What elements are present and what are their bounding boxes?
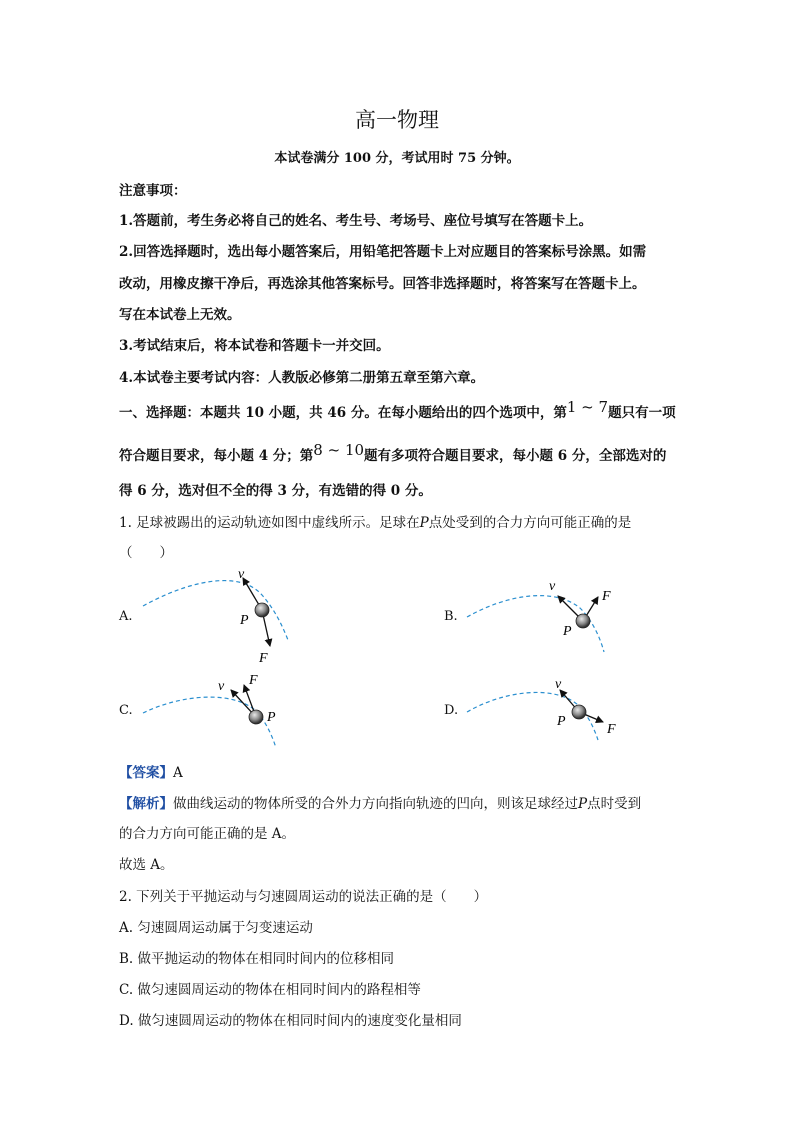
- notice-item: 1.答题前，考生务必将自己的姓名、考生号、考场号、座位号填写在答题卡上。: [119, 213, 593, 229]
- force-label: F: [249, 673, 258, 688]
- q2-option-b: B. 做平抛运动的物体在相同时间内的位移相同: [119, 951, 395, 967]
- notice-item: 4.本试卷主要考试内容：人教版必修第二册第五章至第六章。: [119, 370, 485, 386]
- notice-item: 改动，用橡皮擦干净后，再选涂其他答案标号。回答非选择题时，将答案写在答题卡上。: [119, 276, 646, 292]
- stem-text: 点处受到的合力方向可能正确的是: [428, 515, 632, 531]
- force-label: F: [607, 722, 616, 737]
- ball-icon: [255, 603, 269, 617]
- notice-item: 2.回答选择题时，选出每小题答案后，用铅笔把答题卡上对应题目的答案标号涂黑。如需: [119, 244, 647, 260]
- section-text: 题只有一项: [608, 405, 676, 421]
- analysis-key: 【解析】: [119, 796, 173, 812]
- q2-option-d: D. 做匀速圆周运动的物体在相同时间内的速度变化量相同: [119, 1013, 462, 1029]
- section-text: 一、选择题：本题共 10 小题，共 46 分。在每小题给出的四个选项中，第: [119, 405, 567, 421]
- analysis-continued: 的合力方向可能正确的是 A。: [119, 826, 296, 842]
- force-label: F: [259, 651, 268, 666]
- question-2-stem: 2. 下列关于平抛运动与匀速圆周运动的说法正确的是（ ）: [119, 889, 488, 905]
- option-d-label: D.: [444, 703, 459, 718]
- diagram-a: [143, 567, 288, 666]
- answer-key: 【答案】: [119, 765, 173, 781]
- point-label: P: [267, 710, 276, 725]
- analysis-text: 点时受到: [587, 796, 642, 812]
- force-label: F: [602, 589, 611, 604]
- velocity-label: v: [555, 677, 562, 692]
- section-text: 符合题目要求，每小题 4 分；第: [119, 448, 314, 464]
- exam-info: 本试卷满分 100 分，考试用时 75 分钟。: [274, 151, 520, 166]
- notice-item: 3.考试结束后，将本试卷和答题卡一并交回。: [119, 338, 390, 354]
- ball-icon: [249, 710, 263, 724]
- option-b-label: B.: [444, 609, 458, 624]
- diagram-c: [143, 673, 276, 748]
- analysis-line: [119, 792, 641, 812]
- diagram-d: [467, 677, 616, 740]
- point-label: P: [557, 714, 566, 729]
- ball-icon: [576, 614, 590, 628]
- option-c-label: C.: [119, 703, 133, 718]
- point-label: P: [419, 515, 429, 531]
- q2-option-a: A. 匀速圆周运动属于匀变速运动: [119, 920, 313, 936]
- option-a-label: A.: [119, 609, 133, 624]
- velocity-label: v: [238, 567, 245, 582]
- point-label: P: [578, 796, 588, 812]
- notice-item: 写在本试卷上无效。: [119, 307, 241, 323]
- question-range: 1 ~ 7: [566, 398, 609, 416]
- conclusion: 故选 A。: [119, 857, 174, 873]
- point-label: P: [563, 624, 572, 639]
- question-range: 8 ~ 10: [313, 441, 365, 459]
- section-text: 题有多项符合题目要求，每小题 6 分，全部选对的: [364, 448, 667, 464]
- answer-value: A: [173, 765, 183, 781]
- diagram-b: [467, 579, 611, 652]
- answer-line: [119, 761, 183, 781]
- velocity-label: v: [218, 679, 225, 694]
- section-instructions-line3: 得 6 分，选对但不全的得 3 分，有选错的得 0 分。: [119, 483, 432, 499]
- velocity-label: v: [549, 579, 556, 594]
- ball-icon: [572, 705, 586, 719]
- analysis-text: 做曲线运动的物体所受的合外力方向指向轨迹的凹向，则该足球经过: [173, 796, 578, 812]
- q2-option-c: C. 做匀速圆周运动的物体在相同时间内的路程相等: [119, 982, 421, 998]
- point-label: P: [240, 613, 249, 628]
- page-title: 高一物理: [355, 108, 439, 132]
- answer-paren: （ ）: [119, 545, 173, 561]
- notice-heading: 注意事项：: [119, 183, 187, 199]
- stem-text: 1. 足球被踢出的运动轨迹如图中虚线所示。足球在: [119, 515, 420, 531]
